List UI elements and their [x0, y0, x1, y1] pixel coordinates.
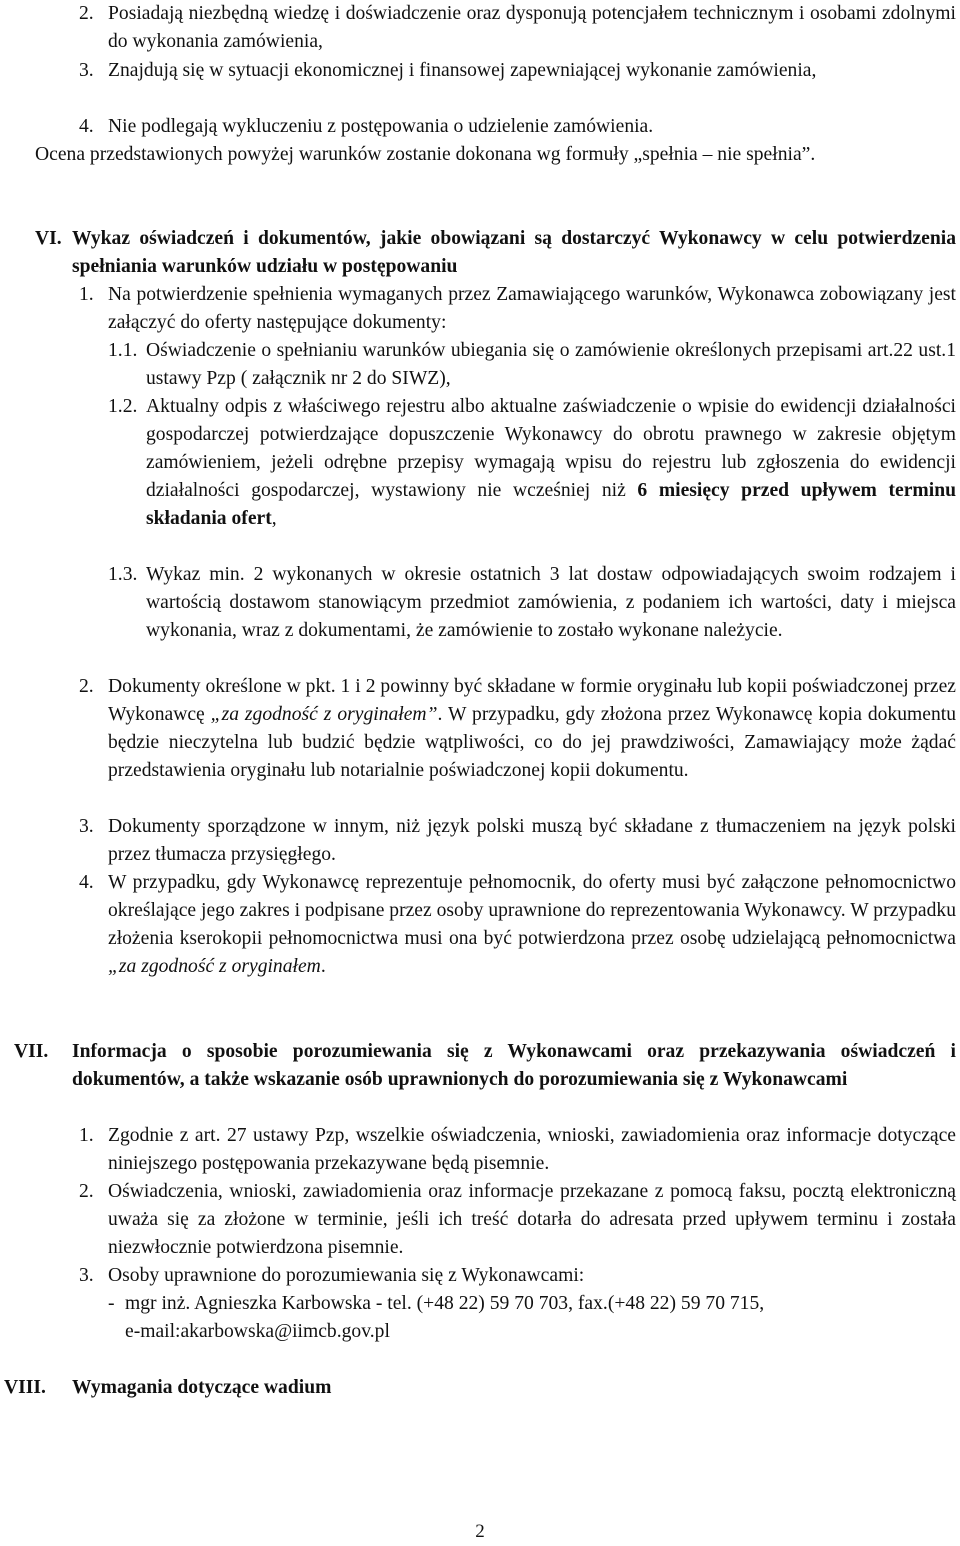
list-item-text: Znajdują się w sytuacji ekonomicznej i finansowej zapewniającej wykonanie zamówienia, — [108, 60, 817, 81]
list-item-text: Oświadczenia, wnioski, zawiadomienia oraz informacje przekazane z pomocą faksu, pocztą elektroniczną uważa się za złożone w terminie, jeśli ich treść dotarła do adresata przed upływem terminu i została niezwłocznie potwierdzona pisemnie. — [108, 1181, 956, 1258]
list-number: 2. — [79, 676, 94, 697]
section-number: VI. — [35, 228, 62, 249]
list-number: 1. — [79, 1125, 94, 1146]
section-number: VIII. — [4, 1377, 46, 1398]
list-item-text: Posiadają niezbędną wiedzę i doświadczenie oraz dysponują potencjałem technicznym i osobami zdolnymi do wykonania zamówienia, — [108, 3, 956, 52]
list-item-text: Na potwierdzenie spełnienia wymaganych przez Zamawiającego warunków, Wykonawca zobowiązany jest załączyć do oferty następujące dokumenty: — [108, 284, 956, 333]
list-item-text: Osoby uprawnione do porozumiewania się z Wykonawcami: — [108, 1265, 585, 1286]
list-number: 1.1. — [108, 340, 138, 361]
list-item-text: Aktualny odpis z właściwego rejestru albo aktualne zaświadczenie o wpisie do ewidencji działalności gospodarczej potwierdzające dopuszczenie Wykonawcy do obrotu prawnego w zakresie objętym zamówieniem, jeżeli odrębne przepisy wymagają wpisu do rejestru lub zgłoszenia do ewidencji działalności gospodarczej, wystawiony nie wcześniej niż 6 miesięcy przed upływem terminu składania ofert, — [146, 396, 956, 529]
page-number: 2 — [475, 1521, 485, 1542]
list-number: 1.3. — [108, 564, 138, 585]
section-number: VII. — [14, 1041, 49, 1062]
list-number: 2. — [79, 1181, 94, 1202]
list-number: 4. — [79, 116, 94, 137]
section-title: Wymagania dotyczące wadium — [72, 1377, 332, 1398]
list-item-text: Zgodnie z art. 27 ustawy Pzp, wszelkie oświadczenia, wnioski, zawiadomienia oraz informacje dotyczące niniejszego postępowania przekazywane będą pisemnie. — [108, 1125, 956, 1174]
contact-email: e-mail:akarbowska@iimcb.gov.pl — [125, 1321, 390, 1342]
list-item-text: Oświadczenie o spełnianiu warunków ubiegania się o zamówienie określonych przepisami art.22 ust.1 ustawy Pzp ( załącznik nr 2 do SIWZ), — [146, 340, 956, 389]
list-number: 1.2. — [108, 396, 138, 417]
list-item-text: Dokumenty sporządzone w innym, niż język polski muszą być składane z tłumaczeniem na język polski przez tłumacza przysięgłego. — [108, 816, 956, 865]
italic-quote: „za zgodność z oryginałem — [108, 956, 321, 977]
list-item-text: W przypadku, gdy Wykonawcę reprezentuje pełnomocnik, do oferty musi być załączone pełnomocnictwo określające jego zakres i podpisane przez osoby uprawnione do reprezentowania Wykonawcy. W przypadku złożenia kserokopii pełnomocnictwa musi ona być potwierdzona przez osobę udzielającą pełnomocnictwa „za zgodność z oryginałem. — [108, 872, 956, 977]
contact-line: mgr inż. Agnieszka Karbowska - tel. (+48 22) 59 70 703, fax.(+48 22) 59 70 715, — [125, 1293, 765, 1314]
italic-quote: „za zgodność z oryginałem” — [210, 704, 438, 725]
bold-deadline: 6 miesięcy przed upływem terminu składania ofert — [146, 480, 956, 529]
list-item-text: Dokumenty określone w pkt. 1 i 2 powinny być składane w formie oryginału lub kopii poświadczonej przez Wykonawcę „za zgodność z oryginałem”. W przypadku, gdy złożona przez Wykonawcę kopia dokumentu będzie nieczytelna lub budzić będzie wątpliwości, co do jej prawdziwości, Zamawiający może żądać przedstawienia oryginału lub notarialnie poświadczonej kopii dokumentu. — [108, 676, 956, 781]
list-number: 3. — [79, 816, 94, 837]
assessment-text: Ocena przedstawionych powyżej warunków zostanie dokonana wg formuły „spełnia – nie spełnia”. — [35, 144, 816, 165]
list-number: 4. — [79, 872, 94, 893]
section-title: Informacja o sposobie porozumiewania się z Wykonawcami oraz przekazywania oświadczeń i dokumentów, a także wskazanie osób uprawnionych do porozumiewania się z Wykonawcami — [72, 1041, 956, 1090]
contact-dash: - — [108, 1293, 115, 1314]
list-number: 1. — [79, 284, 94, 305]
section-title: Wykaz oświadczeń i dokumentów, jakie obowiązani są dostarczyć Wykonawcy w celu potwierdzenia spełniania warunków udziału w postępowaniu — [72, 228, 956, 277]
list-number: 3. — [79, 60, 94, 81]
list-item-text: Nie podlegają wykluczeniu z postępowania o udzielenie zamówienia. — [108, 116, 654, 137]
list-number: 2. — [79, 3, 94, 24]
list-item-text: Wykaz min. 2 wykonanych w okresie ostatnich 3 lat dostaw odpowiadających swoim rodzajem i wartością dostawom stanowiącym przedmiot zamówienia, z podaniem ich wartości, daty i miejsca wykonania, wraz z dokumentami, że zamówienie to zostało wykonane należycie. — [146, 564, 956, 641]
list-number: 3. — [79, 1265, 94, 1286]
